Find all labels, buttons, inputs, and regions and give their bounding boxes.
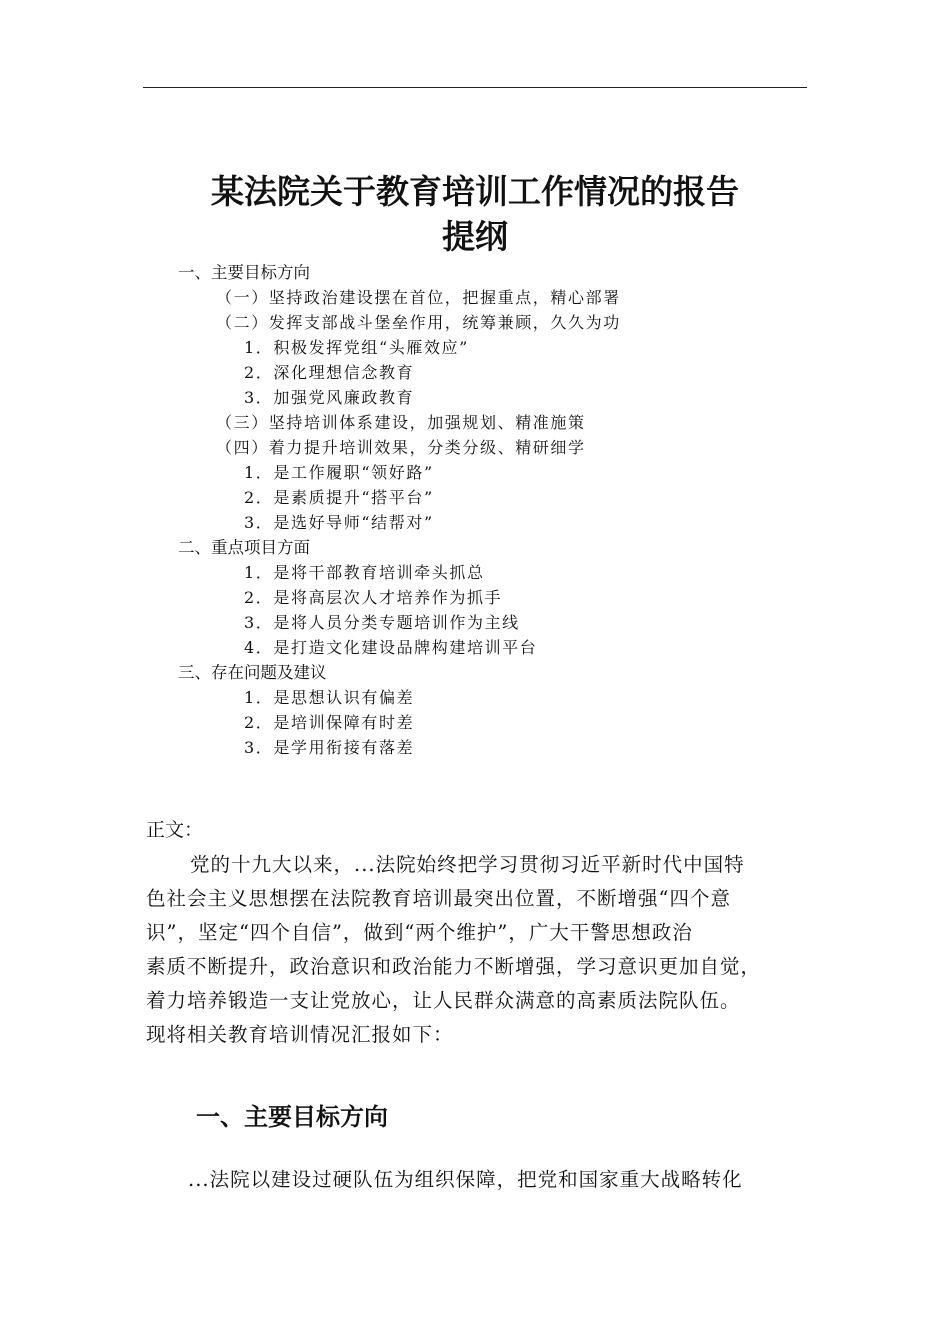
outline-item: 4．是打造文化建设品牌构建培训平台 — [244, 638, 538, 657]
outline-item: （二）发挥支部战斗堡垒作用，统筹兼顾，久久为功 — [216, 313, 621, 332]
paragraph-line: 色社会主义思想摆在法院教育培训最突出位置，不断增强“四个意 — [146, 887, 731, 910]
body-label: 正文： — [146, 819, 204, 841]
outline-item: 3．加强党风廉政教育 — [244, 388, 415, 407]
intro-paragraph — [146, 848, 836, 1052]
outline-item: 1．是思想认识有偏差 — [244, 688, 415, 707]
section-paragraph: ...法院以建设过硬队伍为组织保障，把党和国家重大战略转化 — [188, 1168, 743, 1191]
outline-item: 2．深化理想信念教育 — [244, 363, 415, 382]
outline-item: 2．是素质提升“搭平台” — [244, 488, 434, 507]
outline-item: 3．是选好导师“结帮对” — [244, 513, 434, 532]
outline-item: 1．是将干部教育培训牵头抓总 — [244, 563, 485, 582]
outline-section-3: 三、存在问题及建议 — [178, 663, 327, 682]
paragraph-line: 素质不断提升，政治意识和政治能力不断增强，学习意识更加自觉， — [146, 955, 762, 978]
outline-item: 3．是将人员分类专题培训作为主线 — [244, 613, 520, 632]
outline-section-2: 二、重点项目方面 — [178, 538, 310, 557]
header-rule — [143, 87, 807, 88]
paragraph-line: 党的十九大以来，...法院始终把学习贯彻习近平新时代中国特 — [190, 853, 745, 876]
outline-item: （一）坚持政治建设摆在首位，把握重点，精心部署 — [216, 288, 621, 307]
paragraph-line: 现将相关教育培训情况汇报如下： — [146, 1023, 454, 1046]
paragraph-line: 识”，坚定“四个自信”，做到“两个维护”，广大干警思想政治 — [146, 921, 693, 944]
outline-item: 1．积极发挥党组“头雁效应” — [244, 338, 469, 357]
outline-item: （三）坚持培训体系建设，加强规划、精准施策 — [216, 413, 586, 432]
section-heading: 一、主要目标方向 — [196, 1103, 388, 1131]
outline-item: 2．是培训保障有时差 — [244, 713, 415, 732]
outline-item: 2．是将高层次人才培养作为抓手 — [244, 588, 503, 607]
outline-item: 3．是学用衔接有落差 — [244, 738, 415, 757]
outline-item: 1．是工作履职“领好路” — [244, 463, 434, 482]
document-title-line2: 提纲 — [442, 217, 508, 256]
document-title-line1: 某法院关于教育培训工作情况的报告 — [211, 172, 739, 211]
outline-item: （四）着力提升培训效果，分类分级、精研细学 — [216, 438, 586, 457]
paragraph-line: 着力培养锻造一支让党放心，让人民群众满意的高素质法院队伍。 — [146, 989, 741, 1012]
outline-section-1: 一、主要目标方向 — [178, 263, 310, 282]
